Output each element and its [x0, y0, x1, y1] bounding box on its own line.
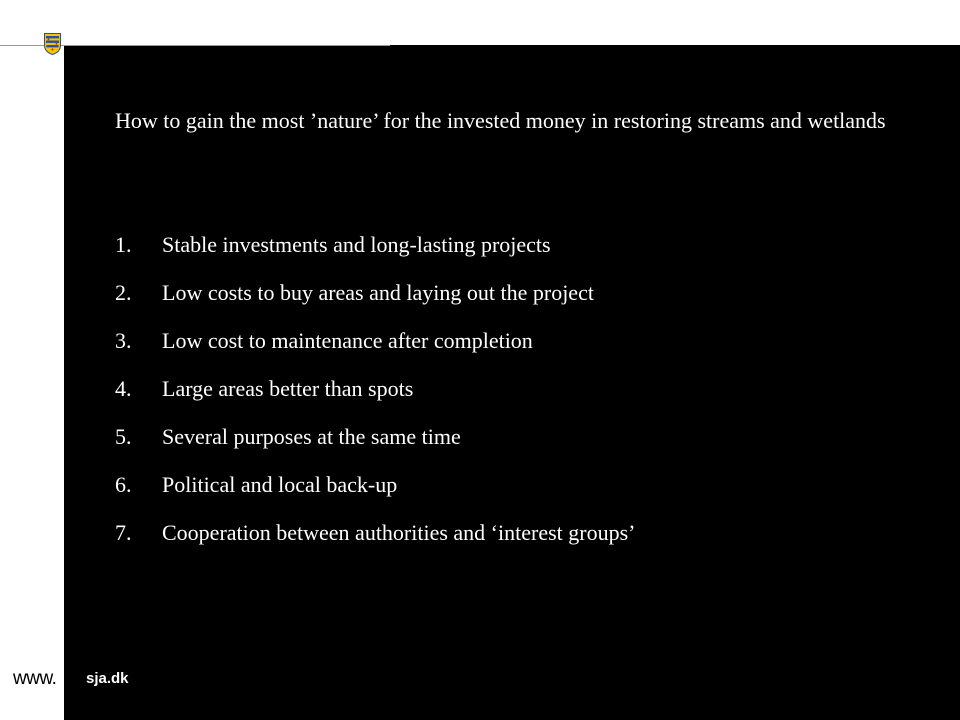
list-item-number: 1. — [115, 232, 132, 257]
list-item-number: 6. — [115, 472, 132, 497]
footer-website-link[interactable]: sja.dk — [86, 670, 129, 687]
list-item-text: Low cost to maintenance after completion — [162, 328, 533, 353]
list-item — [115, 324, 635, 372]
list-item-number: 4. — [115, 376, 132, 401]
list-item-text: Several purposes at the same time — [162, 424, 461, 449]
list-item — [115, 276, 635, 324]
list-item-text: Cooperation between authorities and ‘interest groups’ — [162, 520, 636, 545]
list-item-text: Stable investments and long-lasting projects — [162, 232, 551, 257]
list-item-text: Political and local back-up — [162, 472, 398, 497]
numbered-list — [115, 228, 635, 564]
list-item-number: 3. — [115, 328, 132, 353]
list-item — [115, 468, 635, 516]
list-item — [115, 228, 635, 276]
list-item-number: 5. — [115, 424, 132, 449]
list-item — [115, 516, 635, 564]
list-item-number: 2. — [115, 280, 132, 305]
list-item-number: 7. — [115, 520, 132, 545]
list-item — [115, 372, 635, 420]
coat-of-arms-icon — [44, 33, 61, 55]
slide-title: How to gain the most ’nature’ for the invested money in restoring streams and wetlands — [115, 108, 886, 133]
list-item — [115, 420, 635, 468]
list-item-text: Large areas better than spots — [162, 376, 414, 401]
organization-name: Sønderjyllands Amt — [67, 30, 167, 41]
list-item-text: Low costs to buy areas and laying out the project — [162, 280, 594, 305]
footer-www-prefix: www. — [13, 668, 57, 689]
